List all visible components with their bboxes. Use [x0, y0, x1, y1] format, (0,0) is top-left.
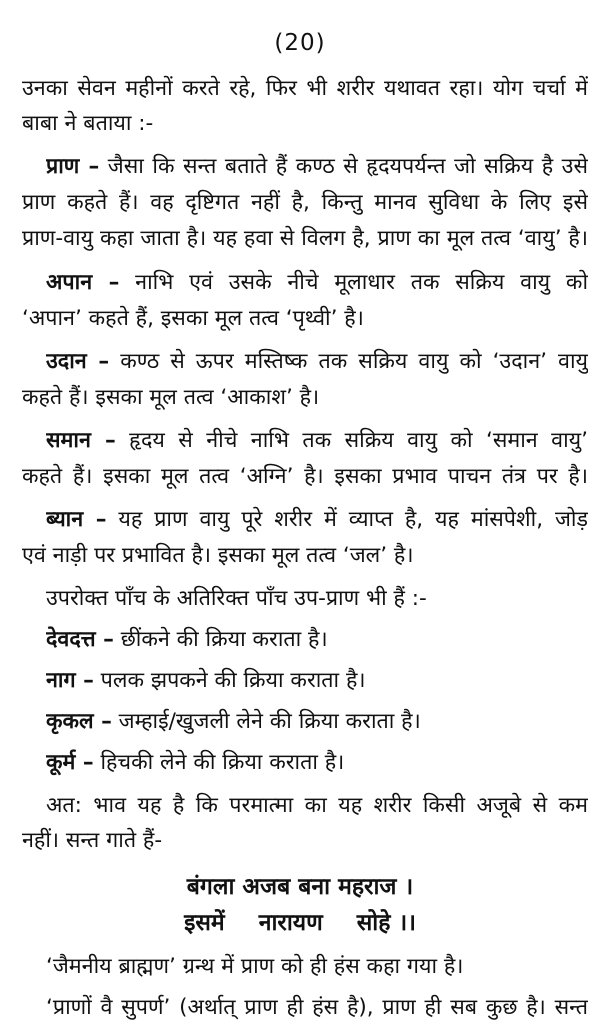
verse-line-2 — [0, 906, 600, 940]
closing-line-2: ‘प्राणों वै सुपर्ण’ (अर्थात् प्राण ही हंस है), प्राण ही सब कुछ है। सन्त — [46, 995, 588, 1020]
closing-line-1: ‘जैमनीय ब्राह्मण’ ग्रन्थ में प्राण को ही हंस कहा गया है। — [46, 954, 464, 979]
udana-line-1 — [46, 345, 588, 379]
naga-text: पलक झपकने की क्रिया कराता है। — [93, 668, 366, 693]
kurma-line — [46, 746, 588, 780]
udana-line-2: कहते हैं। इसका मूल तत्व ‘आकाश’ है। — [22, 385, 320, 410]
udana-term: उदान – — [46, 349, 110, 374]
verse-word-2: नारायण — [258, 910, 323, 936]
samana-line-2: कहते हैं। इसका मूल तत्व ‘अग्नि’ है। इसका प्रभाव पाचन तंत्र पर है। — [22, 464, 588, 489]
intro-line-2: बाबा ने बताया :- — [22, 111, 154, 136]
page-number: (20) — [274, 30, 326, 56]
verse-word-3: सोहे ।। — [356, 910, 416, 936]
devadatta-term: देवदत्त – — [46, 627, 114, 652]
naga-term: नाग – — [46, 668, 94, 693]
samana-text-1: हृदय से नीचे नाभि तक सक्रिय वायु को ‘समान वायु’ — [115, 428, 588, 453]
vyana-line-1 — [46, 503, 588, 537]
intro-line-1: उनका सेवन महीनों करते रहे, फिर भी शरीर यथावत रहा। योग चर्चा में — [22, 76, 588, 101]
apana-term: अपान – — [46, 270, 120, 295]
devadatta-line — [46, 623, 588, 657]
kurma-text: हिचकी लेने की क्रिया कराता है। — [93, 750, 345, 775]
samana-term: समान – — [46, 428, 116, 453]
samana-line-1 — [46, 424, 588, 458]
kurma-term: कूर्म – — [46, 750, 94, 775]
udana-text-1: कण्ठ से ऊपर मस्तिष्क तक सक्रिय वायु को ‘उदान’ वायु — [109, 349, 588, 374]
naga-line — [46, 664, 588, 698]
vyana-term: ब्यान – — [46, 507, 107, 532]
krikala-term: कृकल – — [46, 709, 112, 734]
prana-term: प्राण – — [46, 154, 100, 179]
upaprana-intro: उपरोक्त पाँच के अतिरिक्त पाँच उप-प्राण भी हैं :- — [46, 586, 427, 611]
apana-line-2: ‘अपान’ कहते हैं, इसका मूल तत्व ‘पृथ्वी’ है। — [22, 306, 364, 331]
conclusion-line-1: अत: भाव यह है कि परमात्मा का यह शरीर किसी अजूबे से कम — [46, 793, 588, 818]
devadatta-text: छींकने की क्रिया कराता है। — [113, 627, 328, 652]
prana-line-3: प्राण-वायु कहा जाता है। यह हवा से विलग है, प्राण का मूल तत्व ‘वायु’ है। — [22, 226, 588, 251]
prana-text-1: जैसा कि सन्त बताते हैं कण्ठ से हृदयपर्यन्त जो सक्रिय है उसे — [99, 154, 588, 179]
krikala-text: जम्हाई/खुजली लेने की क्रिया कराता है। — [111, 709, 421, 734]
vyana-line-2: एवं नाड़ी पर प्रभावित है। इसका मूल तत्व ‘जल’ है। — [22, 543, 414, 568]
verse-line-1: बंगला अजब बना महराज । — [186, 874, 414, 900]
apana-text-1: नाभि एवं उसके नीचे मूलाधार तक सक्रिय वायु को — [119, 270, 588, 295]
krikala-line — [46, 705, 588, 739]
vyana-text-1: यह प्राण वायु पूरे शरीर में व्याप्त है, यह मांसपेशी, जोड़ — [106, 507, 588, 532]
apana-line-1 — [46, 266, 588, 300]
prana-line-2: प्राण कहते हैं। वह दृष्टिगत नहीं है, किन्तु मानव सुविधा के लिए इसे — [22, 190, 588, 215]
conclusion-line-2: नहीं। सन्त गाते हैं- — [22, 828, 163, 853]
verse-word-1: इसमें — [184, 910, 225, 936]
prana-line-1 — [46, 150, 588, 184]
